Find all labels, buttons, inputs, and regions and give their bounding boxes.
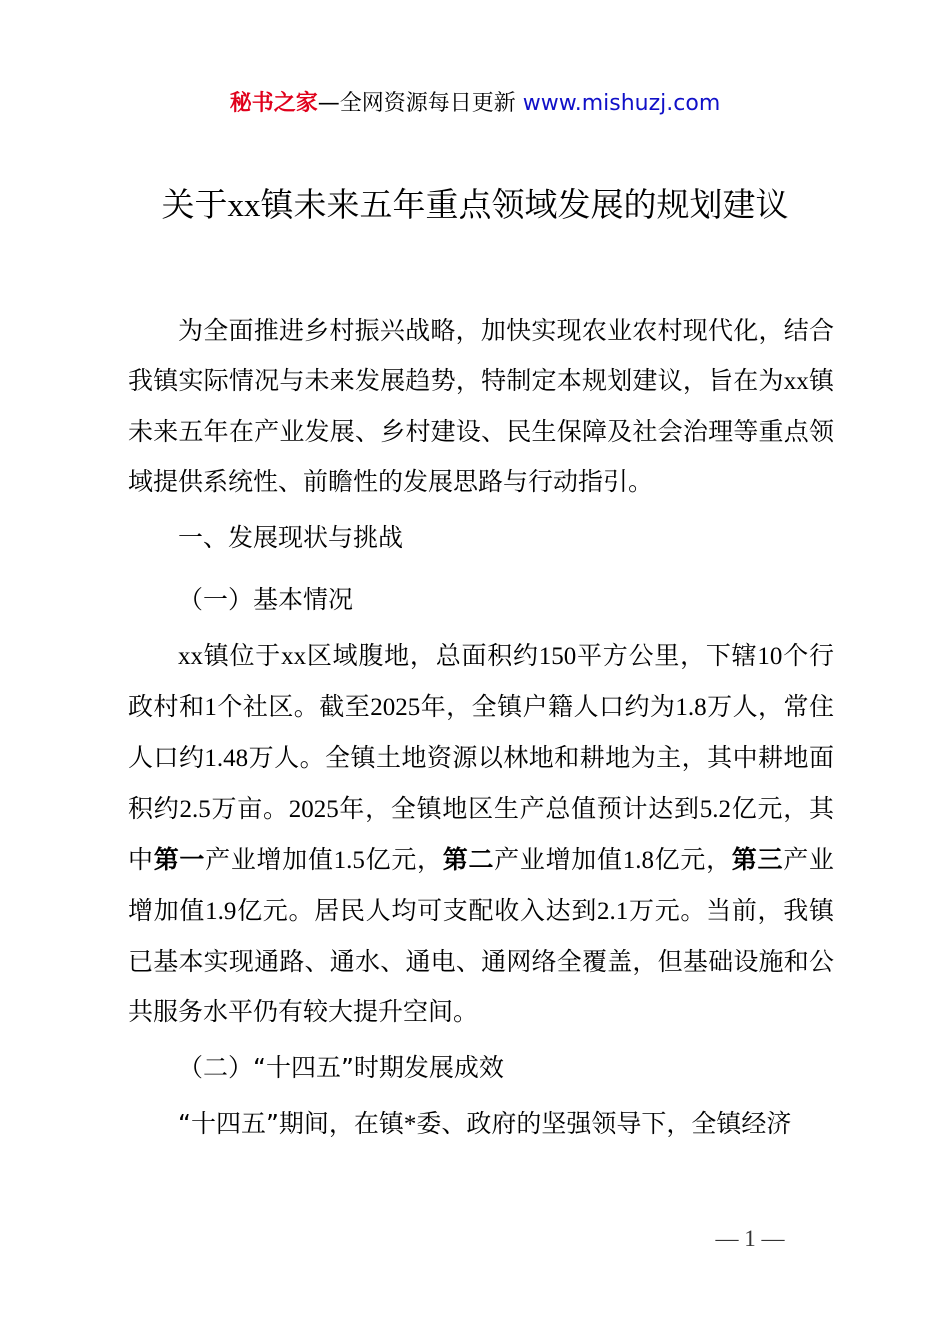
site-url-link[interactable]: www.mishuzj.com [522,91,721,116]
document-body [128,306,834,1150]
bold-term-second: 第二 [442,845,495,874]
paragraph-text: xx镇位于xx区域腹地，总面积约150平方公里，下辖10个行政村和1个社区。截至2025年，全镇户籍人口约为1.8万人，常住人口约1.48万人。全镇土地资源以林地和耕地为主，其中耕地面积约2.5万亩。2025年，全镇地区生产总值预计达到5.2亿元，其中 [128,641,834,874]
achievements-paragraph: “十四五”期间，在镇*委、政府的坚强领导下，全镇经济 [178,1109,792,1138]
bold-term-first: 第一 [153,845,206,874]
subsection-heading-1: （一）基本情况 [178,585,354,614]
page-number: — 1 — [715,1226,785,1251]
basic-situation-paragraph [128,631,834,1037]
paragraph-text: 产业增加值1.9亿元。居民人均可支配收入达到2.1万元。当前，我镇已基本实现通路、通水、通电、通网络全覆盖，但基础设施和公共服务水平仍有较大提升空间。 [128,845,834,1026]
paragraph-text: 产业增加值1.5亿元， [205,845,443,874]
bold-term-third: 第三 [731,845,784,874]
site-tagline: —全网资源每日更新 [317,91,516,116]
intro-paragraph: 为全面推进乡村振兴战略，加快实现农业农村现代化，结合我镇实际情况与未来发展趋势，特制定本规划建议，旨在为xx镇未来五年在产业发展、乡村建设、民生保障及社会治理等重点领域提供系统性、前瞻性的发展思路与行动指引。 [128,316,834,496]
subsection-heading-2: （二）“十四五”时期发展成效 [178,1053,504,1082]
site-brand: 秘书之家 [229,91,318,116]
document-title: 关于xx镇未来五年重点领域发展的规划建议 [161,185,789,224]
section-heading-1: 一、发展现状与挑战 [178,523,404,552]
site-header [0,86,950,122]
paragraph-text: 产业增加值1.8亿元， [494,845,732,874]
